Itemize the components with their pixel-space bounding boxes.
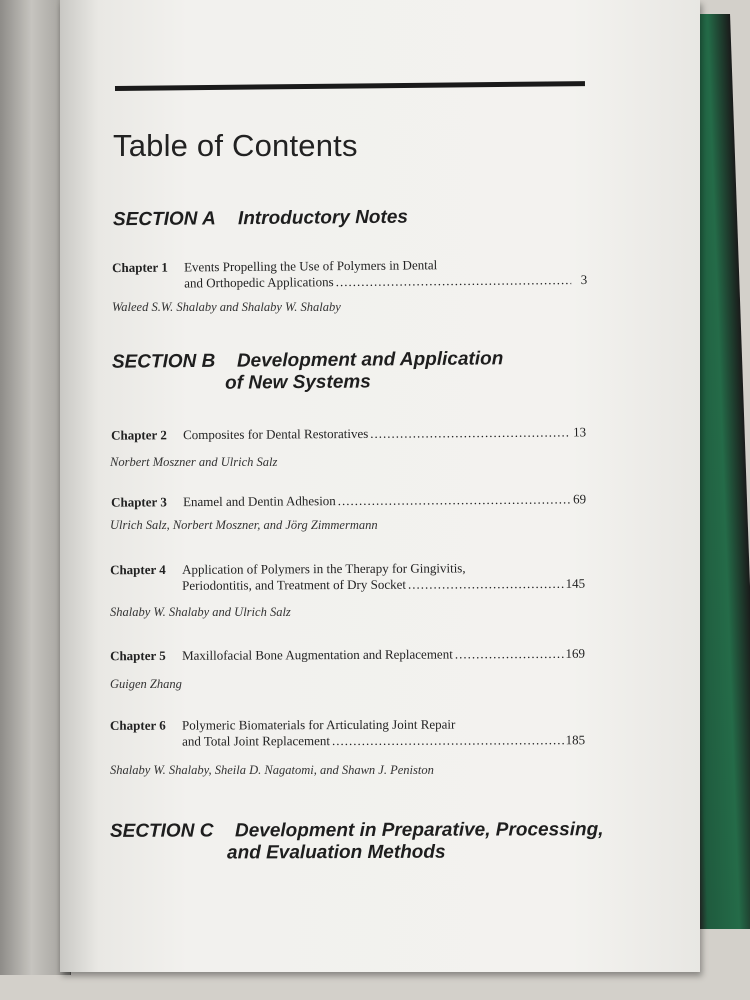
chapter-authors: Shalaby W. Shalaby and Ulrich Salz <box>110 605 291 619</box>
section-b-heading <box>112 348 504 395</box>
page-number: 185 <box>565 732 586 748</box>
leader-dots <box>408 576 564 593</box>
section-title: Introductory Notes <box>237 206 409 230</box>
leader-dots <box>332 732 564 749</box>
chapter-title-line: Polymeric Biomaterials for Articulating Joint Repair <box>182 716 456 733</box>
page-number: 145 <box>565 575 586 591</box>
chapter-title-line: Composites for Dental Restoratives <box>183 425 369 443</box>
chapter-title-line: and Orthopedic Applications <box>184 274 334 291</box>
section-label: SECTION C <box>109 820 214 842</box>
leader-dots <box>455 646 564 663</box>
section-label: SECTION B <box>111 350 216 373</box>
section-c-heading <box>110 819 604 865</box>
chapter-authors: Guigen Zhang <box>110 677 182 691</box>
chapter-title-line: Periodontitis, and Treatment of Dry Socket <box>182 576 407 593</box>
chapter-title-line: Events Propelling the Use of Polymers in Dental <box>184 257 438 275</box>
section-title: Development and Application <box>236 348 504 372</box>
chapter-authors: Waleed S.W. Shalaby and Shalaby W. Shalaby <box>112 300 341 314</box>
chapter-title-line: Application of Polymers in the Therapy for Gingivitis, <box>182 560 466 577</box>
page-number: 3 <box>580 271 588 287</box>
chapter-title-line: Enamel and Dentin Adhesion <box>183 493 336 510</box>
chapter-label: Chapter 3 <box>111 494 167 510</box>
section-a-heading <box>113 207 408 232</box>
chapter-label: Chapter 5 <box>110 647 166 664</box>
page-number: 169 <box>565 645 586 661</box>
section-title: Development in Preparative, Processing, <box>234 819 604 842</box>
chapter-label: Chapter 1 <box>112 259 168 276</box>
leader-dots <box>370 424 570 441</box>
chapter-title-line: Maxillofacial Bone Augmentation and Replacement <box>182 646 453 663</box>
chapter-label: Chapter 6 <box>110 717 166 733</box>
chapter-authors: Norbert Moszner and Ulrich Salz <box>110 455 278 469</box>
section-title-line-2: and Evaluation Methods <box>227 841 446 864</box>
section-title-line-2: of New Systems <box>225 371 371 394</box>
leader-dots <box>338 491 570 509</box>
leader-dots <box>336 272 572 290</box>
page-title: Table of Contents <box>113 128 358 163</box>
chapter-label: Chapter 4 <box>110 561 166 578</box>
chapter-authors: Ulrich Salz, Norbert Moszner, and Jörg Zimmermann <box>110 518 378 532</box>
chapter-label: Chapter 2 <box>111 427 167 443</box>
page-number: 69 <box>572 491 587 507</box>
page-number: 13 <box>572 424 587 440</box>
section-label: SECTION A <box>112 208 216 231</box>
chapter-title-line: and Total Joint Replacement <box>182 733 331 749</box>
chapter-authors: Shalaby W. Shalaby, Sheila D. Nagatomi, and Shawn J. Peniston <box>110 763 434 777</box>
